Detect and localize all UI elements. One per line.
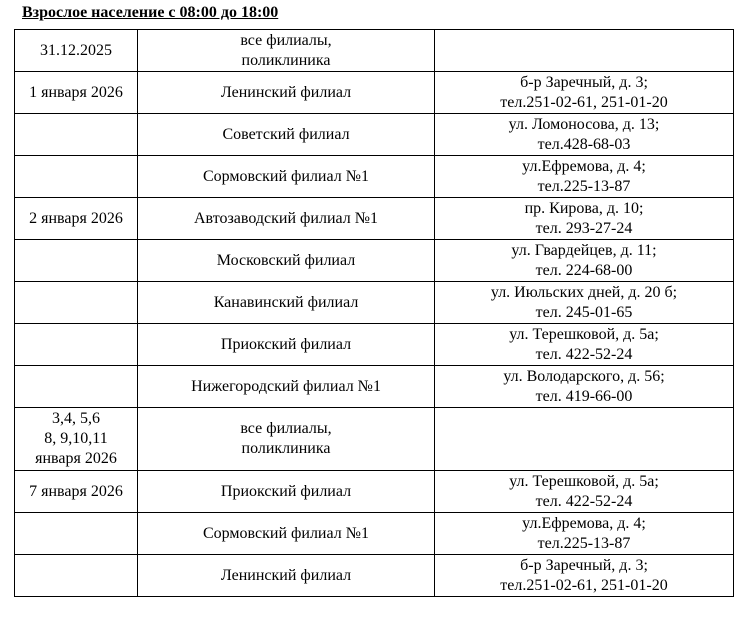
address-cell [435, 30, 734, 72]
date-cell [15, 240, 138, 282]
address-cell [435, 513, 734, 555]
branch-cell [138, 282, 435, 324]
table-row [15, 30, 734, 72]
branch-cell-line: поликлиника [241, 51, 331, 69]
address-cell-line: ул. Июльских дней, д. 20 б; [490, 283, 678, 301]
table-row [15, 366, 734, 408]
branch-cell [138, 408, 435, 471]
date-cell-line: 7 января 2026 [29, 482, 123, 500]
branch-cell [138, 513, 435, 555]
branch-cell-line: все филиалы, [240, 31, 332, 49]
branch-cell [138, 114, 435, 156]
address-cell [435, 198, 734, 240]
branch-cell-line: Ленинский филиал [220, 566, 352, 584]
branch-cell-line: Канавинский филиал [213, 293, 359, 311]
date-cell [15, 324, 138, 366]
date-cell [15, 198, 138, 240]
branch-cell-line: Ленинский филиал [220, 83, 352, 101]
address-cell-line: тел.428-68-03 [537, 135, 631, 153]
table-row [15, 156, 734, 198]
address-cell [435, 324, 734, 366]
address-cell-line: ул.Ефремова, д. 4; [522, 157, 646, 175]
date-cell [15, 30, 138, 72]
branch-cell-line: Московский филиал [216, 251, 356, 269]
branch-cell [138, 366, 435, 408]
address-cell [435, 408, 734, 471]
date-cell [15, 513, 138, 555]
address-cell [435, 471, 734, 513]
branch-cell-line: Нижегородский филиал №1 [191, 377, 381, 395]
address-cell [435, 114, 734, 156]
branch-cell [138, 156, 435, 198]
address-cell-line: ул. Володарского, д. 56; [503, 367, 665, 385]
address-cell [435, 555, 734, 597]
date-cell-line: 2 января 2026 [29, 209, 123, 227]
page-title: Взрослое население с 08:00 до 18:00 [22, 4, 279, 21]
address-cell [435, 72, 734, 114]
date-cell-line: 8, 9,10,11 [44, 430, 108, 447]
branch-cell-line: Сормовский филиал №1 [203, 167, 369, 185]
address-cell-line: ул. Гвардейцев, д. 11; [511, 241, 657, 259]
branch-cell [138, 471, 435, 513]
branch-cell [138, 324, 435, 366]
table-row [15, 555, 734, 597]
branch-cell-line: поликлиника [241, 440, 331, 457]
address-cell-line: тел.225-13-87 [537, 177, 631, 195]
address-cell-line: тел. 422-52-24 [535, 345, 633, 363]
address-cell-line: ул. Терешковой, д. 5а; [509, 472, 659, 490]
date-cell [15, 471, 138, 513]
branch-cell-line: Приокский филиал [220, 335, 352, 353]
address-cell-line: тел. 224-68-00 [535, 261, 633, 279]
branch-cell-line: Сормовский филиал №1 [203, 524, 369, 542]
address-cell-line: тел. 419-66-00 [535, 387, 633, 405]
schedule-body [15, 30, 734, 597]
branch-cell [138, 555, 435, 597]
date-cell-line: 1 января 2026 [29, 83, 123, 101]
table-row [15, 513, 734, 555]
address-cell-line: ул. Терешковой, д. 5а; [509, 325, 659, 343]
schedule-table [14, 29, 734, 597]
date-cell-line: 31.12.2025 [40, 41, 112, 59]
table-row [15, 198, 734, 240]
address-cell [435, 366, 734, 408]
branch-cell-line: Приокский филиал [220, 482, 352, 500]
date-cell [15, 72, 138, 114]
address-cell-line: тел.251-02-61, 251-01-20 [500, 93, 668, 111]
address-cell-line: ул.Ефремова, д. 4; [522, 514, 646, 532]
date-cell [15, 366, 138, 408]
branch-cell-line: Советский филиал [222, 125, 350, 143]
address-cell [435, 240, 734, 282]
table-row [15, 114, 734, 156]
address-cell-line: тел.225-13-87 [537, 534, 631, 552]
table-row [15, 282, 734, 324]
address-cell-line: тел. 293-27-24 [535, 219, 633, 237]
address-cell-line: б-р Заречный, д. 3; [520, 73, 648, 91]
branch-cell-line: все филиалы, [240, 420, 332, 437]
table-row [15, 324, 734, 366]
address-cell-line: б-р Заречный, д. 3; [520, 556, 648, 574]
address-cell [435, 156, 734, 198]
branch-cell [138, 198, 435, 240]
address-cell-line: пр. Кирова, д. 10; [524, 199, 644, 217]
address-cell-line: тел.251-02-61, 251-01-20 [500, 576, 668, 594]
address-cell [435, 282, 734, 324]
table-row [15, 72, 734, 114]
table-row [15, 240, 734, 282]
branch-cell [138, 72, 435, 114]
branch-cell [138, 30, 435, 72]
date-cell [15, 282, 138, 324]
date-cell-line: 3,4, 5,6 [52, 410, 100, 427]
address-cell-line: тел. 422-52-24 [535, 492, 633, 510]
address-cell-line: тел. 245-01-65 [535, 303, 633, 321]
date-cell-line: января 2026 [35, 450, 117, 467]
date-cell [15, 555, 138, 597]
date-cell [15, 408, 138, 471]
table-row [15, 408, 734, 471]
branch-cell [138, 240, 435, 282]
date-cell [15, 114, 138, 156]
table-row [15, 471, 734, 513]
address-cell-line: ул. Ломоносова, д. 13; [508, 115, 660, 133]
date-cell [15, 156, 138, 198]
branch-cell-line: Автозаводский филиал №1 [193, 209, 378, 227]
